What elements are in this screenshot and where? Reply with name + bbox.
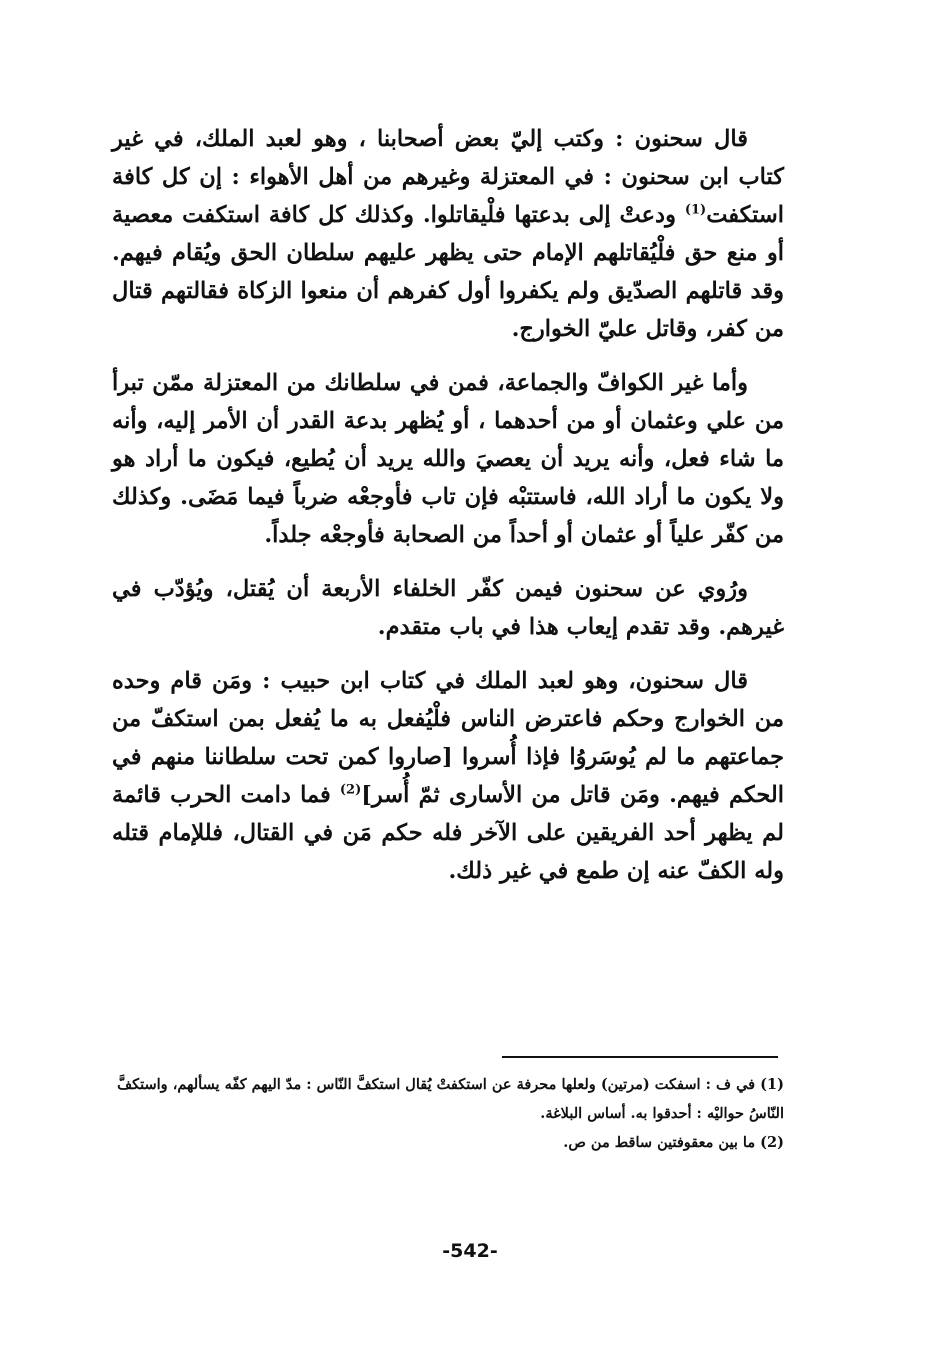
page-number: -542- [442, 1240, 498, 1262]
body-text [112, 120, 784, 906]
paragraph-1-middle: : في المعتزلة وغيرهم من أهل الأهواء : إن كل كافة استكفت [112, 164, 784, 228]
paragraph-4-middle: : ومَن قام وحده من الخوارج وحكم فاعترض الناس فلْيُفعل به ما يُفعل بمن استكفّ من جماعتهم ما لم يُوسَروُا فإذا أُسروا [صاروا كمن تحت سلطاننا منهم في الحكم فيهم. ومَن قاتل من الأسارى ثمّ أُسر] [112, 668, 784, 808]
paragraph-1 [112, 120, 784, 348]
footnote-ref-2[interactable]: (2) [339, 782, 362, 798]
footnote-2: (2) ما بين معقوفتين ساقط من ص. [563, 1134, 784, 1151]
book-title-ibn-habib: كتاب ابن حبيب [280, 668, 426, 694]
paragraph-3: ورُوي عن سحنون فيمن كفّر الخلفاء الأربعة أن يُقتل، ويُؤدّب في غيرهم. وقد تقدم إيعاب هذا في باب متقدم. [112, 576, 784, 640]
paragraph-1-start: قال سحنون : وكتب إليّ بعض أصحابنا ، وهو لعبد الملك، في غير كتاب [112, 126, 784, 190]
book-title-ibn-sahnun: ابن سحنون [621, 164, 729, 190]
footnote-ref-1[interactable]: (1) [684, 202, 707, 218]
paragraph-4-end: فما دامت الحرب قائمة لم يظهر أحد الفريقين على الآخر فله حكم مَن في القتال، فللإمام قتله وله الكفّ عنه إن طمع في غير ذلك. [112, 782, 784, 884]
paragraph-4 [112, 662, 784, 890]
footnote-divider [502, 1056, 778, 1058]
footnote-1: (1) في ف : اسفكت (مرتين) ولعلها محرفة عن استكفتْ يُقال استكفَّ النّاس : مدّ اليهم كفّه يسألهم، واستكفَّ النّاسُ حواليْه : أحدقوا به. أساس البلاغة. [117, 1076, 784, 1122]
paragraph-1-end: ودعتْ إلى بدعتها فلْيقاتلوا. وكذلك كل كافة استكفت معصية أو منع حق فلْيُقاتلهم الإمام حتى يظهر عليهم سلطان الحق ويُقام فيهم. وقد قاتلهم الصدّيق ولم يكفروا أول كفرهم أن منعوا الزكاة فقالتهم قتال من كفر، وقاتل عليّ الخوارج. [112, 202, 784, 342]
footnotes [112, 1070, 784, 1157]
paragraph-2: وأما غير الكوافّ والجماعة، فمن في سلطانك من المعتزلة ممّن تبرأ من علي وعثمان أو من أحدهما ، أو يُظهر بدعة القدر أن الأمر إليه، وأنه ما شاء فعل، وأنه يريد أن يعصيَ والله يريد أن يُطيع، فيكون ما أراد هو ولا يكون ما أراد الله، فاستتبْه فإن تاب فأوجعْه ضرباً فيما مَضَى. وكذلك من كفّر علياً أو عثمان أو أحداً من الصحابة فأوجعْه جلداً. [112, 370, 784, 548]
paragraph-4-start: قال سحنون، وهو لعبد الملك في [425, 668, 748, 694]
